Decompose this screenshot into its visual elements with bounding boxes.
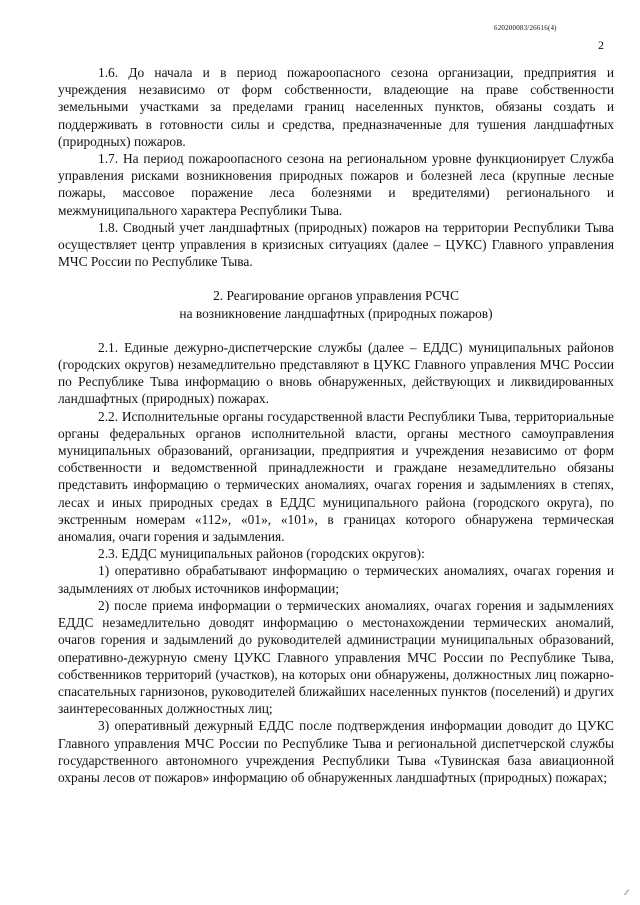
section-heading-line-1: 2. Реагирование органов управления РСЧС (213, 288, 459, 304)
paragraph-1-8: 1.8. Сводный учет ландшафтных (природных) пожаров на территории Республики Тыва осуществляет центр управления в кризисных ситуациях (далее – ЦУКС) Главного управления МЧС России по Республике Тыва. (58, 219, 614, 270)
paragraph-1-6: 1.6. До начала и в период пожароопасного сезона организации, предприятия и учреждения независимо от форм собственности, владеющие на праве собственности земельными участками за пределами границ населенных пунктов, обязаны создать и поддерживать в готовности силы и средства, предназначенные для тушения ландшафтных (природных) пожаров. (58, 65, 614, 149)
corner-mark: ⁄⁄ (625, 888, 628, 897)
list-item-1: 1) оперативно обрабатывают информацию о термических аномалиях, очагах горения и задымлениях от любых источников информации; (58, 563, 614, 596)
section-heading-line-2: на возникновение ландшафтных (природных пожаров) (179, 305, 493, 321)
paragraph-1-7: 1.7. На период пожароопасного сезона на региональном уровне функционирует Служба управления рисками возникновения природных пожаров и болезней леса (крупные лесные пожары, массовое поражение леса болезнями и вредителями) регионального и межмуниципального характера Республики Тыва. (58, 151, 614, 218)
paragraph-2-3: 2.3. ЕДДС муниципальных районов (городских округов): (98, 546, 425, 562)
paragraph-2-2: 2.2. Исполнительные органы государственной власти Республики Тыва, территориальные органы федеральных органов исполнительной власти, органы местного самоуправления муниципальных образований, организации, предприятия и учреждения независимо от форм собственности и ведомственной принадлежности и граждане незамедлительно обязаны представить информацию о термических аномалиях, очагах горения и задымлениях в степях, лесах и иных природных средах в ЕДДС муниципального района (городского округа), по экстренным номерам «112», «01», «101», в границах которого обнаружена термическая аномалия, очаги горения и задымления. (58, 408, 614, 545)
paragraph-2-1: 2.1. Единые дежурно-диспетчерские службы (далее – ЕДДС) муниципальных районов (городских округов) незамедлительно представляют в ЦУКС Главного управления МЧС России по Республике Тыва информацию о вновь обнаруженных, действующих и ликвидированных ландшафтных (природных) пожарах. (58, 339, 614, 407)
document-body (58, 64, 614, 786)
section-heading (58, 287, 614, 321)
list-item-2: 2) после приема информации о термических аномалиях, очагах горения и задымлениях ЕДДС незамедлительно доводят информацию о местонахождении термических аномалий, очагов горения и задымлений до руководителей администрации муниципальных образований, оперативно-дежурную смену ЦУКС Главного управления МЧС России по Республике Тыва, собственников территорий (участков), на которых они обнаружены, должностных лиц пожарно-спасательных гарнизонов, руководителей ближайших населенных пунктов (поселений) и других заинтересованных должностных лиц; (58, 597, 614, 717)
list-item-3: 3) оперативный дежурный ЕДДС после подтверждения информации доводит до ЦУКС Главного управления МЧС России по Республике Тыва и региональной диспетчерской службы государственного автономного учреждения Республики Тыва «Тувинская база авиационной охраны лесов от пожаров» информацию об обнаруженных ландшафтных (природных) пожарах; (58, 718, 614, 785)
page-number: 2 (598, 38, 604, 52)
document-id: 620200083/26616(4) (494, 24, 557, 32)
